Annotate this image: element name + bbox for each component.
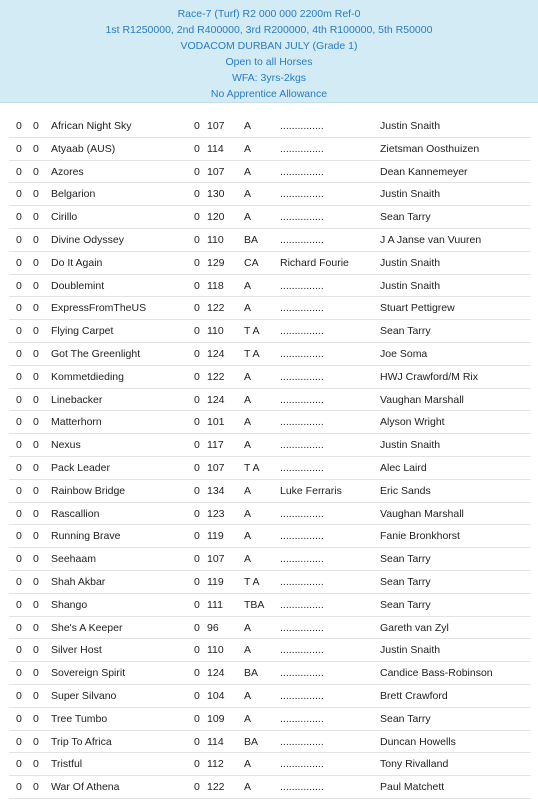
table-row <box>9 389 531 412</box>
runner-stat-3: 0 <box>194 393 200 406</box>
horse-name: Do It Again <box>51 256 103 269</box>
jockey-name: Tony Rivalland <box>380 758 449 771</box>
runner-stat-1: 0 <box>16 302 22 315</box>
runner-stat-1: 0 <box>16 439 22 452</box>
runner-weight: 122 <box>207 370 225 383</box>
runner-stat-2: 0 <box>33 142 39 155</box>
runner-weight: 110 <box>207 644 224 657</box>
runner-stat-3: 0 <box>194 644 200 657</box>
runner-stat-2: 0 <box>33 758 39 771</box>
horse-name: Atyaab (AUS) <box>51 142 116 155</box>
equipment-code: A <box>244 507 252 520</box>
equipment-code: A <box>244 484 252 497</box>
horse-name: Got The Greenlight <box>51 347 141 360</box>
runner-stat-2: 0 <box>33 302 39 315</box>
runner-stat-2: 0 <box>33 553 39 566</box>
runner-weight: 122 <box>207 781 225 794</box>
equipment-code: A <box>244 211 252 224</box>
trainer-name: ............... <box>280 530 324 543</box>
runner-stat-2: 0 <box>33 370 39 383</box>
runner-weight: 123 <box>207 507 225 520</box>
runner-stat-3: 0 <box>194 370 200 383</box>
runner-stat-2: 0 <box>33 507 39 520</box>
runner-stat-3: 0 <box>194 461 200 474</box>
runner-stat-1: 0 <box>16 530 22 543</box>
jockey-name: Dean Kannemeyer <box>380 165 468 178</box>
equipment-code: T A <box>244 575 260 588</box>
trainer-name: ............... <box>280 279 324 292</box>
trainer-name: ............... <box>280 735 324 748</box>
equipment-code: A <box>244 644 252 657</box>
table-row <box>9 753 531 776</box>
jockey-name: Sean Tarry <box>380 211 431 224</box>
trainer-name: ............... <box>280 644 324 657</box>
equipment-code: A <box>244 393 252 406</box>
runner-weight: 117 <box>207 439 224 452</box>
horse-name: Matterhorn <box>51 416 102 429</box>
runner-stat-3: 0 <box>194 302 200 315</box>
runner-weight: 120 <box>207 211 225 224</box>
runner-stat-2: 0 <box>33 325 39 338</box>
jockey-name: Justin Snaith <box>380 644 441 657</box>
jockey-name: Zietsman Oosthuizen <box>380 142 480 155</box>
prize-money: 1st R1250000, 2nd R400000, 3rd R200000, 4th R100000, 5th R50000 <box>105 23 433 36</box>
runner-stat-2: 0 <box>33 781 39 794</box>
table-row <box>9 503 531 526</box>
table-row <box>9 366 531 389</box>
jockey-name: Eric Sands <box>380 484 431 497</box>
equipment-code: A <box>244 142 252 155</box>
runner-weight: 110 <box>207 233 224 246</box>
runner-weight: 122 <box>207 302 225 315</box>
jockey-name: Sean Tarry <box>380 575 431 588</box>
horse-name: Rainbow Bridge <box>51 484 126 497</box>
runner-weight: 110 <box>207 325 224 338</box>
runner-stat-3: 0 <box>194 439 200 452</box>
runner-stat-3: 0 <box>194 781 200 794</box>
equipment-code: BA <box>244 667 259 680</box>
jockey-name: HWJ Crawford/M Rix <box>380 370 479 383</box>
runner-stat-2: 0 <box>33 188 39 201</box>
horse-name: Linebacker <box>51 393 103 406</box>
trainer-name: ............... <box>280 667 324 680</box>
jockey-name: Fanie Bronkhorst <box>380 530 460 543</box>
runner-stat-2: 0 <box>33 484 39 497</box>
jockey-name: Sean Tarry <box>380 553 431 566</box>
runner-stat-2: 0 <box>33 279 39 292</box>
jockey-name: Vaughan Marshall <box>380 507 464 520</box>
equipment-code: A <box>244 188 252 201</box>
trainer-name: ............... <box>280 188 324 201</box>
horse-name: African Night Sky <box>51 120 132 132</box>
runner-stat-2: 0 <box>33 120 39 132</box>
trainer-name: ............... <box>280 553 324 566</box>
runner-stat-1: 0 <box>16 575 22 588</box>
horse-name: Doublemint <box>51 279 105 292</box>
horse-name: Kommetdieding <box>51 370 124 383</box>
runner-stat-2: 0 <box>33 211 39 224</box>
table-row <box>9 229 531 252</box>
jockey-name: Duncan Howells <box>380 735 456 748</box>
table-row <box>9 548 531 571</box>
runner-weight: 129 <box>207 256 225 269</box>
equipment-code: A <box>244 120 252 132</box>
runner-stat-1: 0 <box>16 393 22 406</box>
horse-name: Azores <box>51 165 84 178</box>
trainer-name: ............... <box>280 302 324 315</box>
horse-name: Nexus <box>51 439 81 452</box>
runner-stat-3: 0 <box>194 165 200 178</box>
equipment-code: T A <box>244 461 260 474</box>
runner-stat-1: 0 <box>16 712 22 725</box>
horse-name: Silver Host <box>51 644 102 657</box>
trainer-name: ............... <box>280 575 324 588</box>
table-row <box>9 411 531 434</box>
runner-stat-1: 0 <box>16 256 22 269</box>
horse-name: Seehaam <box>51 553 96 566</box>
runner-weight: 107 <box>207 461 225 474</box>
runner-stat-3: 0 <box>194 507 200 520</box>
table-row <box>9 480 531 503</box>
table-row <box>9 639 531 662</box>
table-row <box>9 320 531 343</box>
horse-name: Divine Odyssey <box>51 233 124 246</box>
trainer-name: ............... <box>280 781 324 794</box>
table-row <box>9 343 531 366</box>
runner-weight: 107 <box>207 553 225 566</box>
runner-stat-3: 0 <box>194 735 200 748</box>
runner-stat-1: 0 <box>16 507 22 520</box>
jockey-name: Paul Matchett <box>380 781 445 794</box>
trainer-name: ............... <box>280 142 324 155</box>
runner-stat-3: 0 <box>194 188 200 201</box>
runner-stat-3: 0 <box>194 667 200 680</box>
runner-stat-3: 0 <box>194 484 200 497</box>
trainer-name: Richard Fourie <box>280 256 349 269</box>
runner-stat-3: 0 <box>194 325 200 338</box>
trainer-name: ............... <box>280 233 324 246</box>
jockey-name: Justin Snaith <box>380 256 441 269</box>
equipment-code: BA <box>244 735 259 748</box>
runner-stat-1: 0 <box>16 370 22 383</box>
equipment-code: A <box>244 439 252 452</box>
trainer-name: ............... <box>280 416 324 429</box>
table-row <box>9 161 531 184</box>
runner-stat-3: 0 <box>194 120 200 132</box>
runner-stat-3: 0 <box>194 233 200 246</box>
runner-stat-1: 0 <box>16 735 22 748</box>
trainer-name: ............... <box>280 120 324 132</box>
runner-stat-2: 0 <box>33 575 39 588</box>
equipment-code: A <box>244 279 252 292</box>
trainer-name: ............... <box>280 439 324 452</box>
horse-name: Tree Tumbo <box>51 712 108 725</box>
table-row <box>9 183 531 206</box>
horse-name: Tristful <box>51 758 83 771</box>
runner-stat-1: 0 <box>16 484 22 497</box>
runner-stat-2: 0 <box>33 621 39 634</box>
runner-stat-3: 0 <box>194 142 200 155</box>
runner-stat-2: 0 <box>33 667 39 680</box>
runner-stat-2: 0 <box>33 256 39 269</box>
runner-stat-1: 0 <box>16 188 22 201</box>
runner-stat-1: 0 <box>16 279 22 292</box>
equipment-code: A <box>244 370 252 383</box>
runner-stat-2: 0 <box>33 347 39 360</box>
runner-stat-1: 0 <box>16 667 22 680</box>
runner-weight: 119 <box>207 530 224 543</box>
trainer-name: ............... <box>280 598 324 611</box>
runner-stat-3: 0 <box>194 347 200 360</box>
equipment-code: A <box>244 553 252 566</box>
runner-stat-2: 0 <box>33 598 39 611</box>
runner-stat-3: 0 <box>194 530 200 543</box>
jockey-name: Sean Tarry <box>380 325 431 338</box>
equipment-code: A <box>244 530 252 543</box>
runner-stat-2: 0 <box>33 712 39 725</box>
horse-name: Trip To Africa <box>51 735 112 748</box>
trainer-name: Luke Ferraris <box>280 484 342 497</box>
runner-weight: 124 <box>207 393 225 406</box>
equipment-code: A <box>244 416 252 429</box>
runner-stat-2: 0 <box>33 233 39 246</box>
jockey-name: Candice Bass-Robinson <box>380 667 493 680</box>
runner-stat-1: 0 <box>16 325 22 338</box>
table-row <box>9 731 531 754</box>
horse-name: ExpressFromTheUS <box>51 302 147 315</box>
runner-stat-1: 0 <box>16 598 22 611</box>
runner-stat-1: 0 <box>16 211 22 224</box>
jockey-name: Vaughan Marshall <box>380 393 464 406</box>
jockey-name: J A Janse van Vuuren <box>380 233 482 246</box>
runner-stat-1: 0 <box>16 461 22 474</box>
table-row <box>9 297 531 320</box>
runner-stat-3: 0 <box>194 211 200 224</box>
jockey-name: Justin Snaith <box>380 188 441 201</box>
runner-stat-3: 0 <box>194 689 200 702</box>
jockey-name: Justin Snaith <box>380 439 441 452</box>
runner-weight: 96 <box>207 621 219 634</box>
race-condition-wfa: WFA: 3yrs-2kgs <box>231 71 307 84</box>
table-row <box>9 525 531 548</box>
equipment-code: BA <box>244 233 259 246</box>
runner-stat-2: 0 <box>33 439 39 452</box>
jockey-name: Sean Tarry <box>380 712 431 725</box>
trainer-name: ............... <box>280 758 324 771</box>
runner-stat-1: 0 <box>16 758 22 771</box>
runner-weight: 101 <box>207 416 225 429</box>
runner-stat-1: 0 <box>16 644 22 657</box>
runner-stat-1: 0 <box>16 233 22 246</box>
runners-table <box>9 115 531 799</box>
runner-stat-2: 0 <box>33 165 39 178</box>
runner-stat-2: 0 <box>33 530 39 543</box>
trainer-name: ............... <box>280 689 324 702</box>
runner-weight: 107 <box>207 165 225 178</box>
table-row <box>9 115 531 138</box>
jockey-name: Alyson Wright <box>380 416 445 429</box>
trainer-name: ............... <box>280 393 324 406</box>
runner-stat-2: 0 <box>33 393 39 406</box>
runner-weight: 119 <box>207 575 224 588</box>
runner-stat-2: 0 <box>33 644 39 657</box>
race-header <box>0 0 538 103</box>
jockey-name: Alec Laird <box>380 461 427 474</box>
runner-weight: 107 <box>207 120 225 132</box>
jockey-name: Justin Snaith <box>380 120 441 132</box>
horse-name: Flying Carpet <box>51 325 114 338</box>
runner-weight: 130 <box>207 188 225 201</box>
table-row <box>9 571 531 594</box>
table-row <box>9 708 531 731</box>
runner-stat-1: 0 <box>16 689 22 702</box>
equipment-code: TBA <box>244 598 265 611</box>
runner-weight: 118 <box>207 279 224 292</box>
runner-stat-3: 0 <box>194 621 200 634</box>
runner-stat-3: 0 <box>194 256 200 269</box>
jockey-name: Joe Soma <box>380 347 428 360</box>
equipment-code: A <box>244 621 252 634</box>
horse-name: Shango <box>51 598 88 611</box>
table-row <box>9 776 531 799</box>
runner-stat-3: 0 <box>194 416 200 429</box>
runner-stat-1: 0 <box>16 347 22 360</box>
equipment-code: A <box>244 758 252 771</box>
trainer-name: ............... <box>280 211 324 224</box>
table-row <box>9 434 531 457</box>
trainer-name: ............... <box>280 712 324 725</box>
runner-stat-3: 0 <box>194 712 200 725</box>
runner-stat-1: 0 <box>16 553 22 566</box>
horse-name: Running Brave <box>51 530 121 543</box>
horse-name: She's A Keeper <box>51 621 123 634</box>
runner-stat-1: 0 <box>16 621 22 634</box>
runner-stat-1: 0 <box>16 120 22 132</box>
table-row <box>9 457 531 480</box>
race-condition-apprentice: No Apprentice Allowance <box>210 87 328 100</box>
race-condition-open: Open to all Horses <box>225 55 313 68</box>
runner-stat-1: 0 <box>16 165 22 178</box>
runner-weight: 104 <box>207 689 225 702</box>
runner-stat-2: 0 <box>33 689 39 702</box>
race-name: VODACOM DURBAN JULY (Grade 1) <box>180 39 358 52</box>
runner-stat-1: 0 <box>16 416 22 429</box>
runner-weight: 109 <box>207 712 225 725</box>
horse-name: Shah Akbar <box>51 575 106 588</box>
table-row <box>9 206 531 229</box>
runner-weight: 112 <box>207 758 224 771</box>
trainer-name: ............... <box>280 347 324 360</box>
race-title: Race-7 (Turf) R2 000 000 2200m Ref-0 <box>177 8 361 20</box>
trainer-name: ............... <box>280 461 324 474</box>
runner-stat-2: 0 <box>33 416 39 429</box>
trainer-name: ............... <box>280 325 324 338</box>
equipment-code: A <box>244 165 252 178</box>
horse-name: War Of Athena <box>51 781 120 794</box>
runner-weight: 124 <box>207 667 225 680</box>
equipment-code: A <box>244 302 252 315</box>
runner-stat-2: 0 <box>33 735 39 748</box>
trainer-name: ............... <box>280 370 324 383</box>
equipment-code: CA <box>244 256 259 269</box>
runner-stat-1: 0 <box>16 142 22 155</box>
equipment-code: T A <box>244 347 260 360</box>
jockey-name: Sean Tarry <box>380 598 431 611</box>
jockey-name: Stuart Pettigrew <box>380 302 455 315</box>
runner-weight: 111 <box>207 598 223 611</box>
trainer-name: ............... <box>280 507 324 520</box>
table-row <box>9 685 531 708</box>
table-row <box>9 662 531 685</box>
equipment-code: A <box>244 689 252 702</box>
table-row <box>9 275 531 298</box>
table-row <box>9 138 531 161</box>
trainer-name: ............... <box>280 621 324 634</box>
jockey-name: Gareth van Zyl <box>380 621 449 634</box>
jockey-name: Justin Snaith <box>380 279 441 292</box>
runner-weight: 124 <box>207 347 225 360</box>
equipment-code: T A <box>244 325 260 338</box>
runner-weight: 134 <box>207 484 225 497</box>
runner-stat-1: 0 <box>16 781 22 794</box>
jockey-name: Brett Crawford <box>380 689 448 702</box>
trainer-name: ............... <box>280 165 324 178</box>
runner-stat-3: 0 <box>194 758 200 771</box>
runner-stat-2: 0 <box>33 461 39 474</box>
horse-name: Pack Leader <box>51 461 110 474</box>
horse-name: Belgarion <box>51 188 96 201</box>
runner-weight: 114 <box>207 735 224 748</box>
runner-stat-3: 0 <box>194 279 200 292</box>
table-row <box>9 594 531 617</box>
equipment-code: A <box>244 712 252 725</box>
runner-weight: 114 <box>207 142 224 155</box>
horse-name: Rascallion <box>51 507 100 520</box>
horse-name: Cirillo <box>51 211 78 224</box>
runner-stat-3: 0 <box>194 598 200 611</box>
horse-name: Super Silvano <box>51 689 117 702</box>
runner-stat-3: 0 <box>194 575 200 588</box>
table-row <box>9 617 531 640</box>
table-row <box>9 252 531 275</box>
equipment-code: A <box>244 781 252 794</box>
runner-stat-3: 0 <box>194 553 200 566</box>
horse-name: Sovereign Spirit <box>51 667 126 680</box>
